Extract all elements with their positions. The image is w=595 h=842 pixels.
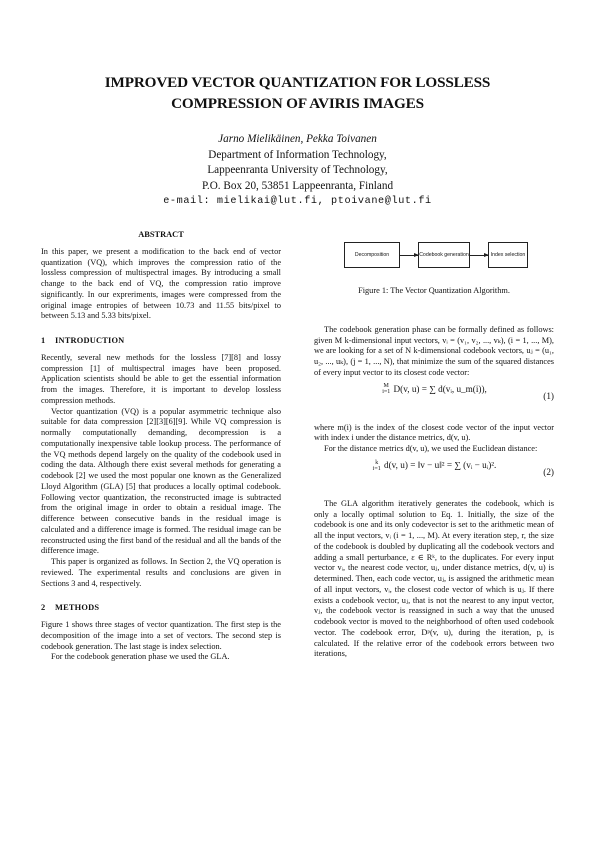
equation-1-upper: M — [383, 383, 389, 390]
decomposition-box: Decomposition — [344, 242, 400, 268]
equation-2-expression — [314, 459, 554, 472]
paper-title — [40, 72, 555, 114]
section-2-number: 2 — [41, 603, 46, 613]
section-2-title: METHODS — [55, 603, 100, 613]
arrow-2 — [470, 255, 488, 256]
gla-paragraph-3: For the distance metrics d(v, u), we used the Euclidean distance: — [324, 444, 538, 453]
equation-1-expression — [314, 383, 554, 396]
methods-paragraph-1: Figure 1 shows three stages of vector quantization. The first step is the decomposition of the image into a set of vectors. The second step is codebook generation. The last stage is index selection. — [41, 620, 281, 651]
affiliation-line-1: Department of Information Technology, — [208, 148, 387, 161]
gla-paragraph-1: The codebook generation phase can be formally defined as follows: given M k-dimensional input vectors, vᵢ = (v₁, v₂, ..., vₖ), (i = 1, ..., M), we are looking for a set of N k-dimensional codebook vectors, uⱼ = (u₁, u₂, ..., uₖ), (j = 1, ..., N), that minimize the sum of the squared distances of every input vector to its closest code vector: — [314, 324, 554, 377]
equation-2-upper: k — [375, 459, 379, 466]
section-1-heading — [41, 336, 281, 347]
author-block — [40, 132, 555, 210]
equation-2-sum — [373, 460, 381, 472]
methods-paragraph-2: For the codebook generation phase we used the GLA. — [51, 652, 230, 662]
intro-paragraph-2: Vector quantization (VQ) is a popular asymmetric technique also suitable for data compression [2][3][6][9]. While VQ compression is normally computationally demanding, decompression is a computationally inexpensive table lookup process. The performance of the VQ methods depend largely on the quality of the codebook used in coding the data. Although there exist several methods for generating a codebook [2] we used the most popular one known as the Generalized Lloyd Algorithm (GLA) [5] that produces a locally optimal codebook. Following vector quantization, the reconstructed image is subtracted from the original image in order to obtain a residual image. The difference between consecutive bands in the residual image is calculated and a difference image is formed. The residual image can be reconstructed using the first band of the residual and all the bands of the difference image. — [41, 406, 281, 556]
affiliation-line-3: P.O. Box 20, 53851 Lappeenranta, Finland — [201, 179, 394, 192]
equation-2-lower: i=1 — [372, 465, 381, 472]
affiliation-line-2: Lappeenranta University of Technology, — [207, 164, 388, 177]
left-column — [41, 230, 281, 663]
abstract-text: In this paper, we present a modification to the back end of vector quantization (VQ), which improves the compression ratio of the lossless compression of multispectral images. By introducing a small change to the back end of VQ, the compression ratio improve significantly. In our expreriments, images were compressed from the original image entropies of between 10.73 and 11.55 bits/pixel to between 5.13 and 5.33 bits/pixel. — [41, 246, 281, 321]
gla-paragraph-4: The GLA algorithm iteratively generates the codebook, which is only a locally optimal solution to Eq. 1. Initially, the size of the codebook is one and its only codevector is set to the arithmetic mean of all the input vectors, vᵢ (i = 1, ..., M). At every iteration step, r, the size of the codebook is doubled by duplicating all the codebook vectors and adding a small perturbance, ε ∈ Rᵏ, to the duplicates. For every input vector vᵢ, the nearest code vector, uⱼ, under distance metrics, d(v, u) is determined. Then, each code vector, uⱼ, is assigned the arithmetic mean of all input vectors, vᵢ, the closest code vector of which is uⱼ. If there exists a codebook vector, uⱼ, that is not the nearest to any input vector, vⱼ, the codebook vector is reassigned in such a way that the unused codebook vector is moved to the neighborhood of often used codebook vector. The codebook error, Dᵖ(v, u), during the iteration, p, is calculated. If the relative error of the codebook errors between two iterations, — [314, 498, 554, 659]
equation-2-number: (2) — [543, 466, 554, 477]
intro-paragraph-1: Recently, several new methods for the lossless [7][8] and lossy compression [1] of multispectral images have been proposed. Application scientists should be able to get the essential information from the images. Therefore, it is important to develop lossless compression methods. — [41, 352, 281, 405]
right-column — [314, 234, 554, 660]
index-selection-box: Index selection — [488, 242, 528, 268]
figure-1-caption: Figure 1: The Vector Quantization Algorithm. — [358, 286, 510, 295]
author-email: e-mail: mielikai@lut.fi, ptoivane@lut.fi — [163, 196, 432, 208]
abstract-heading: ABSTRACT — [138, 230, 184, 239]
equation-1 — [314, 383, 554, 421]
title-line-2: COMPRESSION OF AVIRIS IMAGES — [171, 95, 424, 112]
author-names: Jarno Mielikäinen, Pekka Toivanen — [218, 133, 377, 145]
vq-diagram — [314, 234, 554, 280]
codebook-generation-box: Codebook generation — [418, 242, 470, 268]
section-1-title: INTRODUCTION — [55, 336, 125, 345]
equation-1-sum — [382, 383, 390, 395]
title-line-1: IMPROVED VECTOR QUANTIZATION FOR LOSSLESS — [104, 74, 491, 91]
equation-1-number: (1) — [543, 390, 554, 401]
arrow-1 — [400, 255, 418, 256]
equation-2-text: d(v, u) = ‖v − u‖² = ∑ (vᵢ − uᵢ)². — [384, 459, 497, 470]
intro-paragraph-3: This paper is organized as follows. In Section 2, the VQ operation is reviewed. The experimental results and conclusions are given in Sections 3 and 4, respectively. — [41, 557, 281, 588]
gla-paragraph-2: where m(i) is the index of the closest code vector of the input vector with index i under the distance metrics, d(v, u). — [314, 422, 554, 443]
equation-1-text: D(v, u) = ∑ d(vᵢ, u_m(i)), — [393, 383, 487, 394]
section-2-heading — [41, 603, 281, 614]
equation-1-lower: i=1 — [382, 389, 391, 396]
section-1-number: 1 — [41, 336, 46, 345]
equation-2 — [314, 459, 554, 497]
